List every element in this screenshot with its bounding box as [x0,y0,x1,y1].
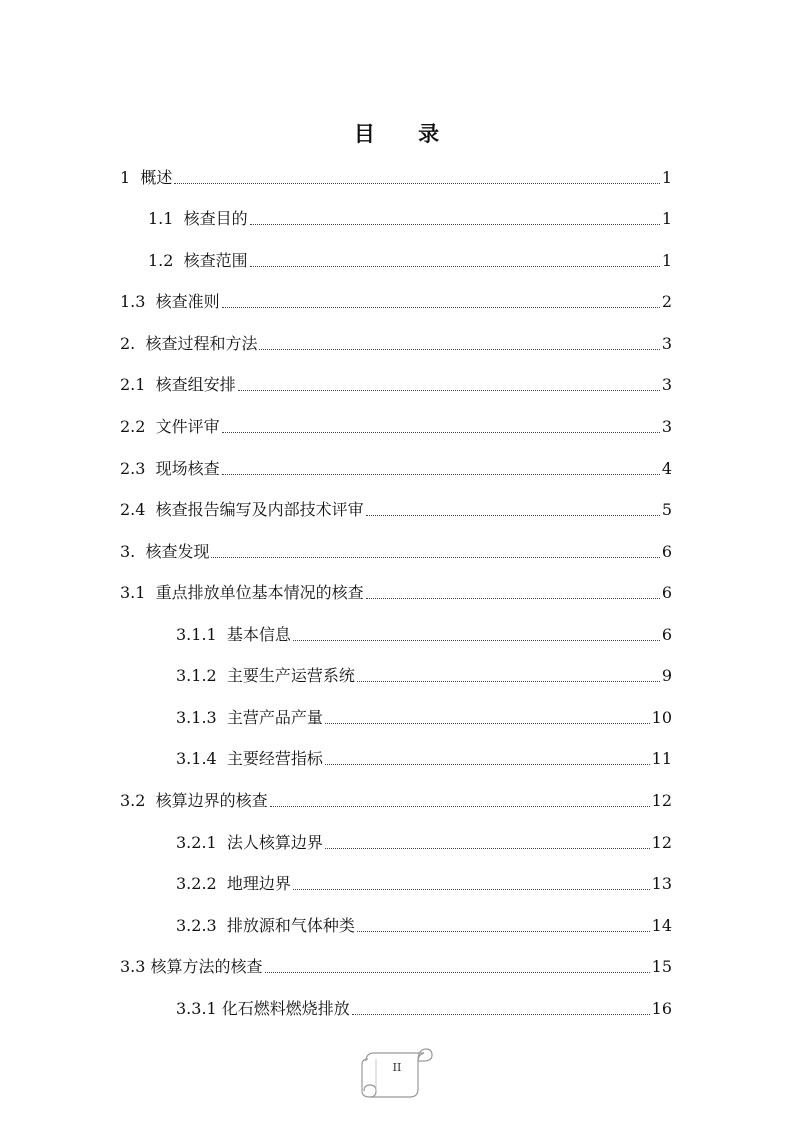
toc-entry-text: 排放源和气体种类 [226,916,355,935]
toc-entry[interactable] [0,662,793,686]
toc-entry-number: 3.1.4 [176,749,227,768]
toc-entry[interactable] [0,953,793,977]
toc-entry[interactable] [0,787,793,811]
toc-entry[interactable] [0,538,793,562]
toc-entry-number: 2.3 [120,459,156,478]
toc-entry[interactable] [0,164,793,188]
toc-entry-text: 核查准则 [155,292,220,311]
toc-entry[interactable] [0,621,793,645]
toc-entry-number: 2.2 [120,417,156,436]
toc-entry-number: 3.2.3 [176,916,227,935]
page-number-scroll-icon [358,1045,436,1103]
toc-leader [325,723,650,724]
toc-leader [293,889,650,890]
toc-entry-text: 概述 [140,168,173,187]
toc-entry-number: 3.1 [120,583,156,602]
toc-entry-page: 1 [661,209,672,228]
toc-entry-text: 核查目的 [183,209,248,228]
toc-leader [222,474,660,475]
toc-entry-number: 1.1 [148,209,184,228]
toc-leader [250,266,660,267]
toc-leader [366,598,660,599]
toc-entry-text: 核算方法的核查 [150,957,263,976]
toc-entry-number: 3.1.2 [176,666,227,685]
toc-leader [222,432,660,433]
toc-leader [325,764,650,765]
toc-entry-page: 3 [661,334,672,353]
toc-entry-page: 12 [651,791,672,810]
toc-entry[interactable] [0,704,793,728]
toc-entry-text: 主要生产运营系统 [226,666,355,685]
toc-entry-number: 3.2.1 [176,833,227,852]
toc-entry-page: 5 [661,500,672,519]
toc-entry-page: 9 [661,666,672,685]
toc-entry-page: 15 [651,957,672,976]
toc-entry-number: 2. [120,334,146,353]
toc-entry[interactable] [0,330,793,354]
toc-entry-page: 1 [661,251,672,270]
toc-entry-text: 地理边界 [226,874,291,893]
toc-entry-page: 3 [661,375,672,394]
toc-entry[interactable] [0,455,793,479]
toc-leader [265,972,650,973]
toc-entry-text: 现场核查 [155,459,220,478]
toc-entry-number: 3. [120,542,146,561]
toc-entry-page: 3 [661,417,672,436]
toc-leader [366,515,660,516]
toc-leader [357,681,660,682]
toc-entry-page: 11 [651,749,672,768]
toc-entry-text: 主要经营指标 [226,749,323,768]
toc-entry-page: 10 [651,708,672,727]
toc-entry[interactable] [0,205,793,229]
toc-leader [270,806,650,807]
toc-entry-page: 14 [651,916,672,935]
toc-entry-text: 文件评审 [155,417,220,436]
toc-entry[interactable] [0,371,793,395]
toc-entry-text: 重点排放单位基本情况的核查 [155,583,364,602]
toc-title: 目 录 [353,121,458,146]
toc-entry-text: 主营产品产量 [226,708,323,727]
toc-entry-page: 2 [661,292,672,311]
toc-entry-page: 16 [651,999,672,1018]
toc-leader [293,640,660,641]
toc-entry[interactable] [0,496,793,520]
toc-entry-text: 法人核算边界 [226,833,323,852]
toc-entry-number: 2.1 [120,375,156,394]
toc-entry[interactable] [0,247,793,271]
toc-entry-page: 6 [661,625,672,644]
toc-entry-number: 3.1.3 [176,708,227,727]
page-number: II [392,1061,402,1074]
toc-entry-number: 3.3.1 [176,999,222,1018]
toc-entry[interactable] [0,995,793,1019]
toc-entry-text: 核查过程和方法 [145,334,258,353]
toc-entry[interactable] [0,288,793,312]
toc-leader [352,1014,650,1015]
toc-entry-number: 2.4 [120,500,156,519]
toc-entry-number: 3.1.1 [176,625,227,644]
toc-entry-number: 3.3 [120,957,151,976]
toc-entry-text: 核查报告编写及内部技术评审 [155,500,364,519]
toc-entry-text: 核查组安排 [155,375,236,394]
toc-entry-page: 13 [651,874,672,893]
toc-leader [357,931,650,932]
toc-entry-number: 1 [120,168,141,187]
toc-leader [238,390,660,391]
toc-entry-page: 6 [661,583,672,602]
toc-leader [250,224,660,225]
toc-entry-number: 1.3 [120,292,156,311]
toc-leader [211,557,659,558]
toc-entry-text: 基本信息 [226,625,291,644]
toc-leader [174,183,659,184]
toc-entry-text: 核查范围 [183,251,248,270]
toc-entry[interactable] [0,745,793,769]
toc-entry-number: 1.2 [148,251,184,270]
toc-leader [259,349,659,350]
toc-leader [325,848,650,849]
toc-entry-number: 3.2 [120,791,156,810]
toc-entry-page: 4 [661,459,672,478]
toc-entry-page: 6 [661,542,672,561]
toc-leader [222,307,660,308]
toc-entry-text: 核算边界的核查 [155,791,268,810]
toc-entry[interactable] [0,912,793,936]
toc-entry[interactable] [0,829,793,853]
toc-entry[interactable] [0,870,793,894]
toc-entry-number: 3.2.2 [176,874,227,893]
toc-entry-text: 核查发现 [145,542,210,561]
toc-entry-page: 12 [651,833,672,852]
toc-entry[interactable] [0,579,793,603]
toc-entry[interactable] [0,413,793,437]
toc-entry-text: 化石燃料燃烧排放 [221,999,350,1018]
toc-entry-page: 1 [661,168,672,187]
